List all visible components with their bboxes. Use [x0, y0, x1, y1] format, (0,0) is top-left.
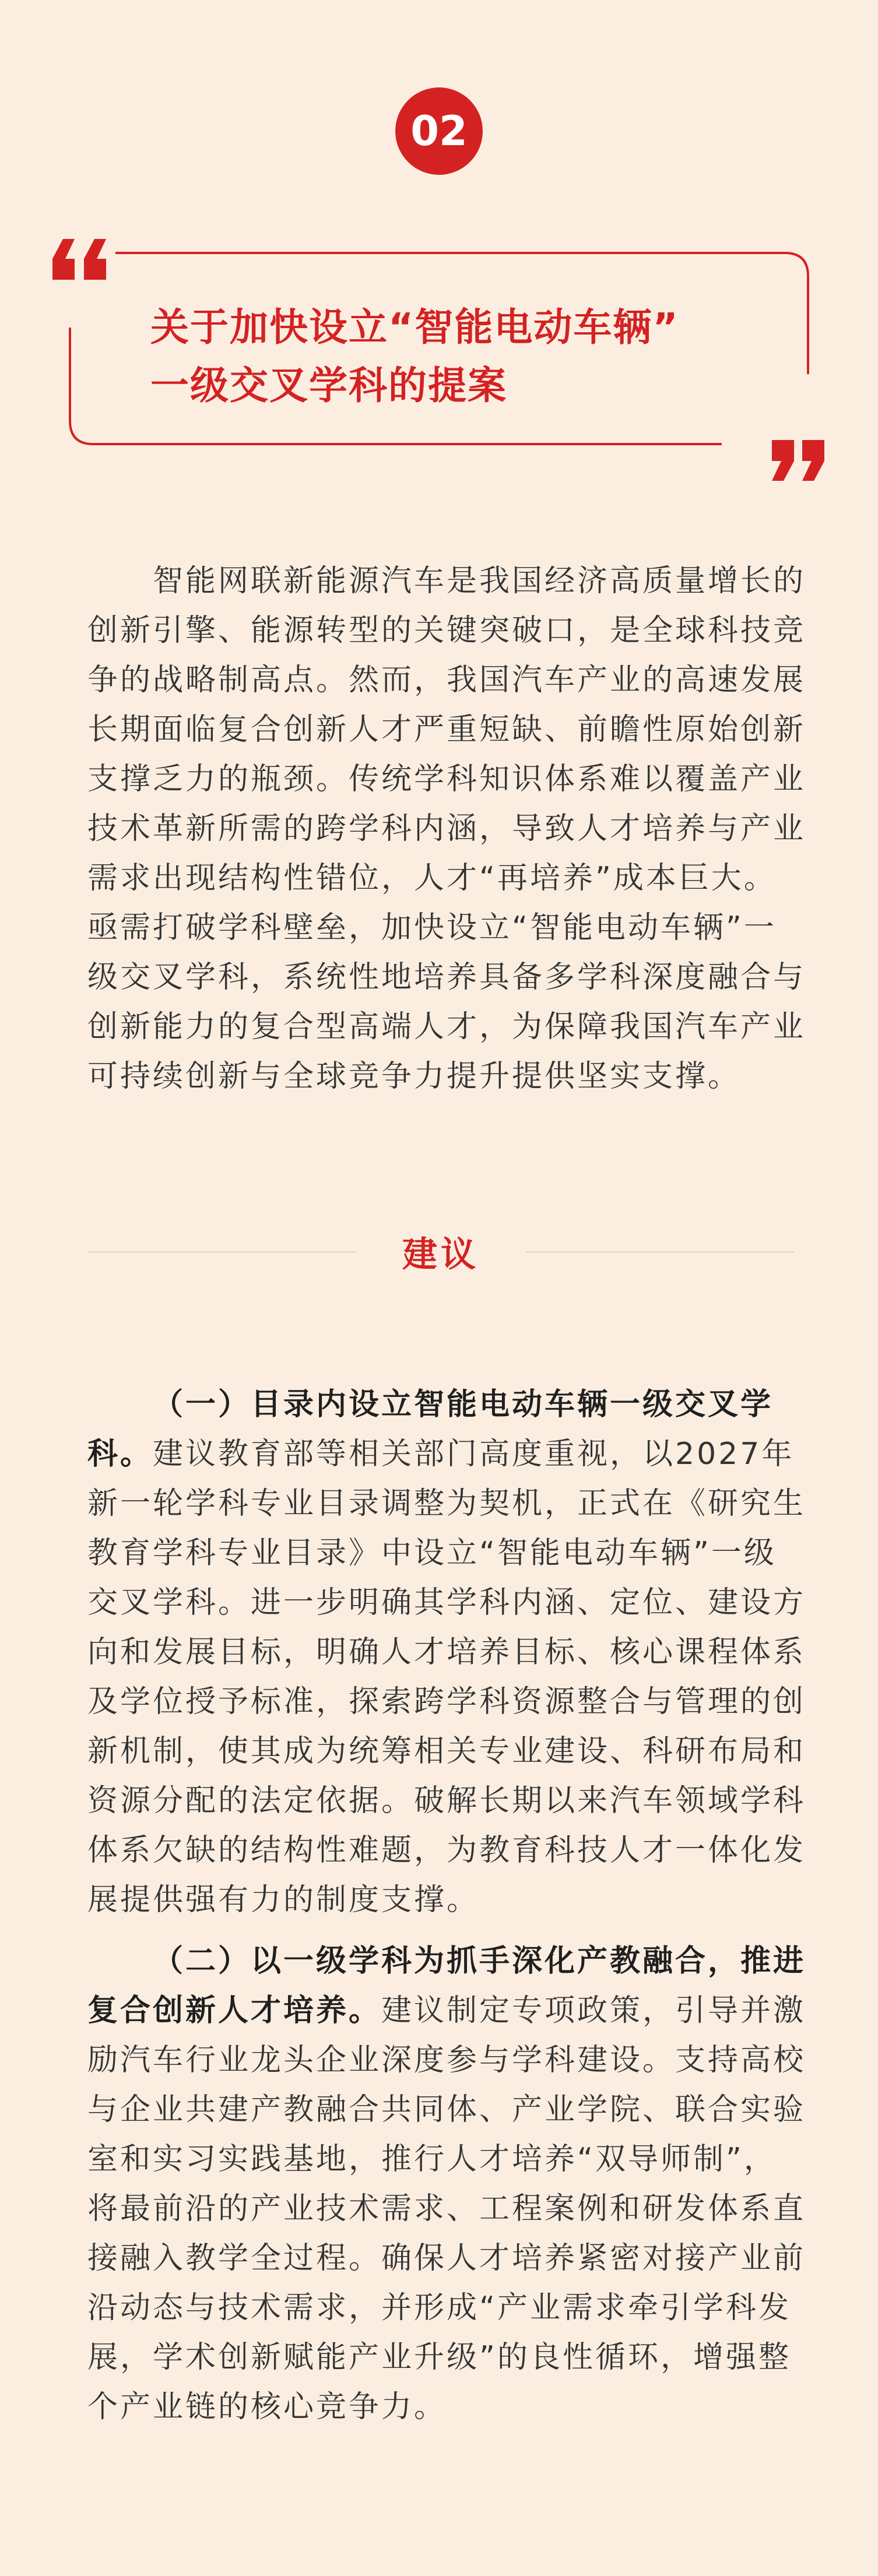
- section-number: 02: [410, 107, 468, 155]
- suggestion-1-line: [87, 1430, 794, 1479]
- suggestion-1-line: 新机制，使其成为统筹相关专业建设、科研布局和: [87, 1734, 806, 1769]
- suggestion-1-line: 交叉学科。进一步明确其学科内涵、定位、建设方: [87, 1585, 806, 1620]
- intro-line: 创新能力的复合型高端人才，为保障我国汽车产业: [87, 1009, 806, 1044]
- intro-line: 支撑乏力的瓶颈。传统学科知识体系难以覆盖产业: [87, 762, 806, 797]
- suggestion-2-line: 与企业共建产教融合共同体、产业学院、联合实验: [87, 2092, 806, 2127]
- intro-line: 长期面临复合创新人才严重短缺、前瞻性原始创新: [87, 712, 806, 747]
- intro-line: 可持续创新与全球竞争力提升提供坚实支撑。: [87, 1059, 741, 1094]
- suggestion-1-heading: （一）目录内设立智能电动车辆一级交叉学: [153, 1387, 774, 1422]
- section-divider: [87, 1229, 794, 1275]
- intro-line: 亟需打破学科壁垒，加快设立“智能电动车辆”一: [87, 910, 777, 945]
- suggestion-2-text: 建议制定专项政策，引导并激: [381, 1993, 806, 2028]
- suggestion-2-line: [87, 1986, 806, 2036]
- suggestion-2-line: 室和实习实践基地，推行人才培养“双导师制”，: [87, 2142, 777, 2177]
- suggestion-2-line: 展，学术创新赋能产业升级”的良性循环，增强整: [87, 2340, 791, 2375]
- title-line-2: 一级交叉学科的提案: [150, 363, 507, 408]
- suggestion-1-line: 向和发展目标，明确人才培养目标、核心课程体系: [87, 1635, 806, 1670]
- section-number-badge: [395, 87, 483, 175]
- suggestion-1-line: 新一轮学科专业目录调整为契机，正式在《研究生: [87, 1486, 806, 1521]
- suggestion-1-paragraph: [87, 1380, 806, 1925]
- intro-line: 创新引擎、能源转型的关键突破口，是全球科技竞: [87, 613, 806, 648]
- intro-line: 需求出现结构性错位，人才“再培养”成本巨大。: [87, 861, 777, 896]
- divider-rule-right: [526, 1251, 794, 1252]
- suggestion-2-line: 励汽车行业龙头企业深度参与学科建设。支持高校: [87, 2043, 806, 2078]
- suggestion-1-heading-end: 科。: [87, 1437, 153, 1472]
- close-quote-icon: [768, 440, 827, 481]
- suggestion-2-line: 将最前沿的产业技术需求、工程案例和研发体系直: [87, 2191, 806, 2226]
- suggestion-1-text: 建议教育部等相关部门高度重视，以2027年: [153, 1437, 795, 1472]
- suggestion-1-line: 资源分配的法定依据。破解长期以来汽车领域学科: [87, 1783, 806, 1818]
- suggestion-2-line: 沿动态与技术需求，并形成“产业需求牵引学科发: [87, 2290, 791, 2325]
- suggestion-1-line: 教育学科专业目录》中设立“智能电动车辆”一级: [87, 1536, 777, 1571]
- intro-line: 智能网联新能源汽车是我国经济高质量增长的: [153, 564, 806, 599]
- open-quote-icon: [51, 239, 110, 280]
- suggestion-2-line: 个产业链的核心竞争力。: [87, 2390, 447, 2424]
- section-heading: 建议: [402, 1234, 479, 1275]
- title-line-1: 关于加快设立“智能电动车辆”: [150, 305, 679, 350]
- suggestion-1-line: 及学位授予标准，探索跨学科资源整合与管理的创: [87, 1684, 806, 1719]
- suggestion-2-paragraph: [87, 1937, 806, 2432]
- suggestion-1-line: 体系欠缺的结构性难题，为教育科技人才一体化发: [87, 1833, 806, 1868]
- suggestion-2-line: 接融入教学全过程。确保人才培养紧密对接产业前: [87, 2241, 806, 2276]
- intro-line: 级交叉学科，系统性地培养具备多学科深度融合与: [87, 960, 806, 995]
- intro-paragraph: [87, 557, 806, 1102]
- title-frame: [69, 252, 809, 469]
- intro-line: 技术革新所需的跨学科内涵，导致人才培养与产业: [87, 811, 806, 846]
- document-title: [150, 298, 768, 415]
- intro-line: 争的战略制高点。然而，我国汽车产业的高速发展: [87, 663, 806, 698]
- suggestion-1-line: 展提供强有力的制度支撑。: [87, 1882, 480, 1917]
- suggestion-2-heading-end: 复合创新人才培养。: [87, 1993, 382, 2028]
- divider-rule-left: [87, 1251, 356, 1252]
- suggestion-2-heading: （二）以一级学科为抓手深化产教融合，推进: [153, 1944, 806, 1979]
